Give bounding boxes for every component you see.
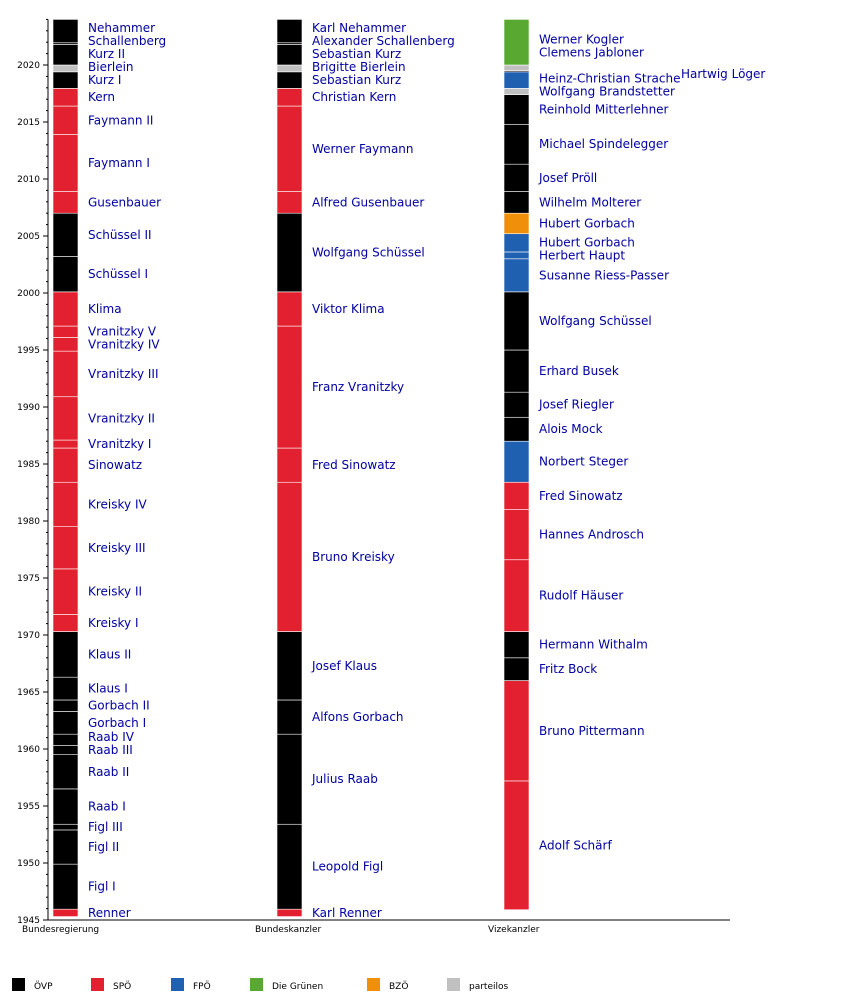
label-vizekanzler-josef-proll[interactable]: Josef Pröll (539, 170, 598, 185)
bar-segment-vizekanzler-susanne-riess-passer (504, 259, 529, 292)
bar-segment-bundesregierung-klima (53, 292, 78, 326)
label-bundeskanzler-brigitte-bierlein[interactable]: Brigitte Bierlein (312, 60, 406, 75)
bar-segment-vizekanzler-wolfgang-brandstetter (504, 88, 529, 94)
label-bundeskanzler-leopold-figl[interactable]: Leopold Figl (312, 859, 384, 874)
label-bundesregierung-gorbach-i[interactable]: Gorbach I (88, 715, 147, 730)
bar-segment-vizekanzler-reinhold-mitterlehner (504, 95, 529, 125)
label-bundesregierung-figl-i[interactable]: Figl I (88, 879, 116, 894)
bar-segment-bundesregierung-klaus-i (53, 677, 78, 700)
label-vizekanzler-werner-kogler[interactable]: Werner Kogler (539, 32, 624, 47)
bar-segment-bundesregierung-gusenbauer (53, 192, 78, 214)
legend-swatch-bzo (367, 978, 380, 991)
bar-segment-bundesregierung-kreisky-ii (53, 569, 78, 615)
tick-label-2015: 2015 (17, 118, 40, 128)
label-bundesregierung-raab-ii[interactable]: Raab II (88, 764, 130, 779)
bar-segment-bundesregierung-gorbach-ii (53, 700, 78, 711)
bar-segment-bundesregierung-schussel-i (53, 257, 78, 292)
bar-segment-bundesregierung-kreisky-iii (53, 527, 78, 569)
label-vizekanzler-norbert-steger[interactable]: Norbert Steger (539, 454, 629, 469)
bar-segment-bundesregierung-gorbach-i (53, 711, 78, 734)
tick-label-1970: 1970 (17, 631, 40, 641)
legend-label-grune: Die Grünen (272, 982, 324, 992)
label-vizekanzler-fred-sinowatz[interactable]: Fred Sinowatz (539, 488, 623, 503)
label-bundesregierung-vranitzky-v[interactable]: Vranitzky V (88, 324, 157, 339)
label-bundesregierung-vranitzky-iv[interactable]: Vranitzky IV (88, 337, 160, 352)
bar-segment-bundesregierung-vranitzky-ii (53, 397, 78, 440)
label-bundeskanzler-alfons-gorbach[interactable]: Alfons Gorbach (312, 710, 404, 725)
label-bundesregierung-kreisky-iii[interactable]: Kreisky III (88, 540, 146, 555)
label-bundesregierung-schallenberg[interactable]: Schallenberg (88, 34, 167, 49)
bar-labels (88, 21, 765, 920)
bar-segment-bundeskanzler-leopold-figl (277, 824, 302, 909)
bar-segment-bundeskanzler-viktor-klima (277, 292, 302, 326)
label-bundeskanzler-karl-renner[interactable]: Karl Renner (312, 905, 382, 920)
legend (12, 978, 509, 992)
bar-segment-bundesregierung-schussel-ii (53, 213, 78, 256)
bar-segment-bundesregierung-vranitzky-iii (53, 351, 78, 397)
tick-label-2010: 2010 (17, 175, 40, 185)
bar-segment-bundeskanzler-brigitte-bierlein (277, 65, 302, 72)
bar-segment-vizekanzler-michael-spindelegger (504, 124, 529, 164)
bar-segment-bundeskanzler-sebastian-kurz (277, 44, 302, 65)
bar-segment-bundesregierung-nehammer (53, 19, 78, 42)
tick-label-2020: 2020 (17, 61, 40, 71)
label-vizekanzler-hannes-androsch[interactable]: Hannes Androsch (539, 527, 644, 542)
bar-segment-bundesregierung-faymann-ii (53, 106, 78, 135)
label-bundesregierung-kern[interactable]: Kern (88, 90, 115, 105)
bar-segment-bundesregierung-raab-ii (53, 755, 78, 789)
bar-segment-vizekanzler-hubert-gorbach (504, 234, 529, 252)
bar-segment-bundesregierung-bierlein (53, 65, 78, 72)
label-bundeskanzler-josef-klaus[interactable]: Josef Klaus (312, 658, 377, 673)
bar-segment-bundeskanzler-sebastian-kurz (277, 72, 302, 89)
label-bundeskanzler-bruno-kreisky[interactable]: Bruno Kreisky (312, 549, 395, 564)
bar-segment-bundeskanzler-alfred-gusenbauer (277, 192, 302, 214)
label-bundeskanzler-fred-sinowatz[interactable]: Fred Sinowatz (312, 458, 396, 473)
label-bundesregierung-raab-iii[interactable]: Raab III (88, 743, 133, 758)
bar-segment-vizekanzler-hannes-androsch (504, 510, 529, 560)
label-bundeskanzler-alfred-gusenbauer[interactable]: Alfred Gusenbauer (312, 195, 425, 210)
label-bundesregierung-klaus-ii[interactable]: Klaus II (88, 647, 132, 662)
label-vizekanzler-alois-mock[interactable]: Alois Mock (539, 422, 603, 437)
bar-segment-vizekanzler-hermann-withalm (504, 632, 529, 658)
column-labels (22, 925, 540, 935)
bar-segment-bundesregierung-kreisky-iv (53, 482, 78, 526)
bar-segment-bundesregierung-raab-iv (53, 734, 78, 745)
bar-segment-bundeskanzler-christian-kern (277, 88, 302, 106)
bar-segment-bundesregierung-vranitzky-v (53, 326, 78, 337)
legend-label-fpo: FPÖ (193, 982, 211, 992)
label-vizekanzler-hermann-withalm[interactable]: Hermann Withalm (539, 637, 648, 652)
bar-segment-bundesregierung-klaus-ii (53, 632, 78, 678)
bar-segment-bundeskanzler-alfons-gorbach (277, 700, 302, 734)
bar-segment-vizekanzler-bruno-pittermann (504, 681, 529, 781)
legend-label-parteilos: parteilos (469, 982, 509, 992)
label-bundesregierung-vranitzky-iii[interactable]: Vranitzky III (88, 366, 159, 381)
label-vizekanzler-hubert-gorbach[interactable]: Hubert Gorbach (539, 216, 635, 231)
label-vizekanzler-hartwig-loger[interactable]: Hartwig Löger (681, 67, 766, 81)
label-bundesregierung-gorbach-ii[interactable]: Gorbach II (88, 698, 150, 713)
tick-label-1960: 1960 (17, 745, 40, 755)
legend-swatch-parteilos (447, 978, 460, 991)
bar-segment-vizekanzler-clemens-jabloner (504, 65, 529, 71)
bar-segment-vizekanzler-josef-riegler (504, 392, 529, 417)
label-vizekanzler-clemens-jabloner[interactable]: Clemens Jabloner (539, 45, 644, 60)
bar-segment-bundesregierung-vranitzky-iv (53, 337, 78, 351)
bar-segment-bundesregierung-raab-i (53, 789, 78, 824)
tick-label-1955: 1955 (17, 802, 40, 812)
tick-label-1975: 1975 (17, 574, 40, 584)
bar-segment-bundesregierung-kurz-i (53, 72, 78, 89)
column-label-bundesregierung: Bundesregierung (22, 925, 100, 935)
bar-segment-bundeskanzler-karl-renner (277, 909, 302, 916)
bar-segment-vizekanzler-hubert-gorbach (504, 213, 529, 234)
tick-label-1990: 1990 (17, 403, 40, 413)
bar-segment-bundesregierung-raab-iii (53, 746, 78, 755)
tick-label-1980: 1980 (17, 517, 40, 527)
label-bundesregierung-figl-iii[interactable]: Figl III (88, 820, 123, 835)
bar-segment-bundeskanzler-josef-klaus (277, 632, 302, 700)
label-vizekanzler-wolfgang-brandstetter[interactable]: Wolfgang Brandstetter (539, 84, 675, 99)
label-bundesregierung-kreisky-iv[interactable]: Kreisky IV (88, 497, 147, 512)
bar-segment-vizekanzler-erhard-busek (504, 350, 529, 392)
label-vizekanzler-fritz-bock[interactable]: Fritz Bock (539, 662, 598, 677)
column-label-bundeskanzler: Bundeskanzler (255, 925, 322, 935)
bar-segment-vizekanzler-fred-sinowatz (504, 482, 529, 509)
label-bundeskanzler-alexander-schallenberg[interactable]: Alexander Schallenberg (312, 34, 455, 49)
label-bundeskanzler-karl-nehammer[interactable]: Karl Nehammer (312, 21, 407, 36)
label-vizekanzler-wilhelm-molterer[interactable]: Wilhelm Molterer (539, 195, 642, 210)
bar-segment-vizekanzler-adolf-scharf (504, 781, 529, 910)
bar-segment-bundesregierung-figl-i (53, 864, 78, 909)
bar-segment-bundeskanzler-wolfgang-schussel (277, 213, 302, 292)
bar-segment-vizekanzler-alois-mock (504, 417, 529, 441)
tick-label-1965: 1965 (17, 688, 40, 698)
label-bundesregierung-faymann-ii[interactable]: Faymann II (88, 113, 154, 128)
bar-segment-bundeskanzler-franz-vranitzky (277, 326, 302, 448)
bar-segment-bundesregierung-sinowatz (53, 448, 78, 482)
tick-label-1985: 1985 (17, 460, 40, 470)
bar-segment-bundesregierung-figl-ii (53, 830, 78, 864)
label-bundesregierung-raab-i[interactable]: Raab I (88, 799, 126, 814)
label-bundesregierung-schussel-ii[interactable]: Schüssel II (88, 227, 152, 242)
label-bundeskanzler-julius-raab[interactable]: Julius Raab (312, 772, 378, 787)
label-bundesregierung-faymann-i[interactable]: Faymann I (88, 156, 150, 171)
label-bundeskanzler-werner-faymann[interactable]: Werner Faymann (312, 141, 414, 156)
label-bundesregierung-klima[interactable]: Klima (88, 301, 122, 316)
tick-label-1945: 1945 (17, 916, 40, 926)
label-vizekanzler-michael-spindelegger[interactable]: Michael Spindelegger (539, 137, 669, 152)
label-vizekanzler-wolfgang-schussel[interactable]: Wolfgang Schüssel (539, 313, 652, 328)
label-bundesregierung-kreisky-i[interactable]: Kreisky I (88, 616, 139, 631)
label-vizekanzler-susanne-riess-passer[interactable]: Susanne Riess-Passer (539, 268, 669, 283)
bar-segment-bundeskanzler-werner-faymann (277, 106, 302, 192)
label-bundesregierung-bierlein[interactable]: Bierlein (88, 60, 134, 75)
bar-segment-vizekanzler-fritz-bock (504, 658, 529, 681)
bar-segment-vizekanzler-norbert-steger (504, 441, 529, 482)
legend-label-bzo: BZÖ (389, 982, 409, 992)
label-bundeskanzler-sebastian-kurz[interactable]: Sebastian Kurz (312, 47, 402, 62)
bar-segment-bundesregierung-faymann-i (53, 135, 78, 192)
bar-segment-bundesregierung-vranitzky-i (53, 440, 78, 448)
bar-segment-vizekanzler-wolfgang-schussel (504, 292, 529, 350)
label-bundesregierung-nehammer[interactable]: Nehammer (88, 21, 156, 36)
label-bundesregierung-klaus-i[interactable]: Klaus I (88, 681, 128, 696)
bar-segment-vizekanzler-herbert-haupt (504, 252, 529, 259)
label-bundesregierung-raab-iv[interactable]: Raab IV (88, 730, 134, 745)
tick-label-1950: 1950 (17, 859, 40, 869)
tick-label-1995: 1995 (17, 346, 40, 356)
bar-segment-bundeskanzler-julius-raab (277, 734, 302, 824)
label-bundesregierung-figl-ii[interactable]: Figl II (88, 840, 120, 855)
bar-segment-vizekanzler-rudolf-hauser (504, 560, 529, 632)
legend-label-spo: SPÖ (113, 982, 132, 992)
label-bundesregierung-vranitzky-ii[interactable]: Vranitzky II (88, 411, 155, 426)
label-bundesregierung-kreisky-ii[interactable]: Kreisky II (88, 584, 143, 599)
legend-swatch-spo (91, 978, 104, 991)
label-vizekanzler-erhard-busek[interactable]: Erhard Busek (539, 364, 619, 379)
label-bundesregierung-kurz-i[interactable]: Kurz I (88, 73, 122, 88)
bar-segment-bundeskanzler-karl-nehammer (277, 19, 302, 42)
bar-segment-vizekanzler-wilhelm-molterer (504, 192, 529, 214)
label-vizekanzler-heinz-christian-strache[interactable]: Heinz-Christian Strache (539, 71, 681, 86)
label-vizekanzler-adolf-scharf[interactable]: Adolf Schärf (539, 838, 612, 853)
bar-segment-bundesregierung-kurz-ii (53, 44, 78, 65)
label-bundesregierung-kurz-ii[interactable]: Kurz II (88, 47, 126, 62)
label-bundesregierung-vranitzky-i[interactable]: Vranitzky I (88, 437, 152, 452)
label-vizekanzler-hubert-gorbach[interactable]: Hubert Gorbach (539, 235, 635, 250)
label-bundeskanzler-viktor-klima[interactable]: Viktor Klima (312, 301, 385, 316)
bar-segment-vizekanzler-heinz-christian-strache (504, 72, 529, 89)
bar-segment-vizekanzler-werner-kogler (504, 19, 529, 65)
legend-label-ovp: ÖVP (34, 982, 53, 992)
tick-label-2000: 2000 (17, 289, 40, 299)
column-label-vizekanzler: Vizekanzler (488, 925, 540, 935)
label-vizekanzler-bruno-pittermann[interactable]: Bruno Pittermann (539, 723, 645, 738)
bar-segment-bundesregierung-kreisky-i (53, 614, 78, 631)
legend-swatch-ovp (12, 978, 25, 991)
label-bundeskanzler-franz-vranitzky[interactable]: Franz Vranitzky (312, 380, 405, 395)
bar-segment-vizekanzler-josef-proll (504, 164, 529, 191)
legend-swatch-fpo (171, 978, 184, 991)
bar-segment-bundeskanzler-fred-sinowatz (277, 448, 302, 482)
label-bundeskanzler-wolfgang-schussel[interactable]: Wolfgang Schüssel (312, 245, 425, 260)
label-vizekanzler-reinhold-mitterlehner[interactable]: Reinhold Mitterlehner (539, 102, 669, 117)
bar-segment-bundesregierung-renner (53, 909, 78, 916)
label-bundesregierung-schussel-i[interactable]: Schüssel I (88, 267, 148, 282)
label-vizekanzler-josef-riegler[interactable]: Josef Riegler (539, 397, 614, 412)
label-bundesregierung-sinowatz[interactable]: Sinowatz (88, 458, 143, 473)
label-bundeskanzler-sebastian-kurz[interactable]: Sebastian Kurz (312, 73, 402, 88)
label-vizekanzler-herbert-haupt[interactable]: Herbert Haupt (539, 248, 626, 263)
label-bundesregierung-renner[interactable]: Renner (88, 905, 131, 920)
bar-segment-bundeskanzler-bruno-kreisky (277, 482, 302, 631)
legend-swatch-grune (250, 978, 263, 991)
tick-label-2005: 2005 (17, 232, 40, 242)
label-vizekanzler-rudolf-hauser[interactable]: Rudolf Häuser (539, 588, 624, 603)
bar-segment-bundesregierung-kern (53, 88, 78, 106)
label-bundesregierung-gusenbauer[interactable]: Gusenbauer (88, 195, 162, 210)
label-bundeskanzler-christian-kern[interactable]: Christian Kern (312, 90, 397, 105)
bar-segment-bundesregierung-figl-iii (53, 824, 78, 830)
